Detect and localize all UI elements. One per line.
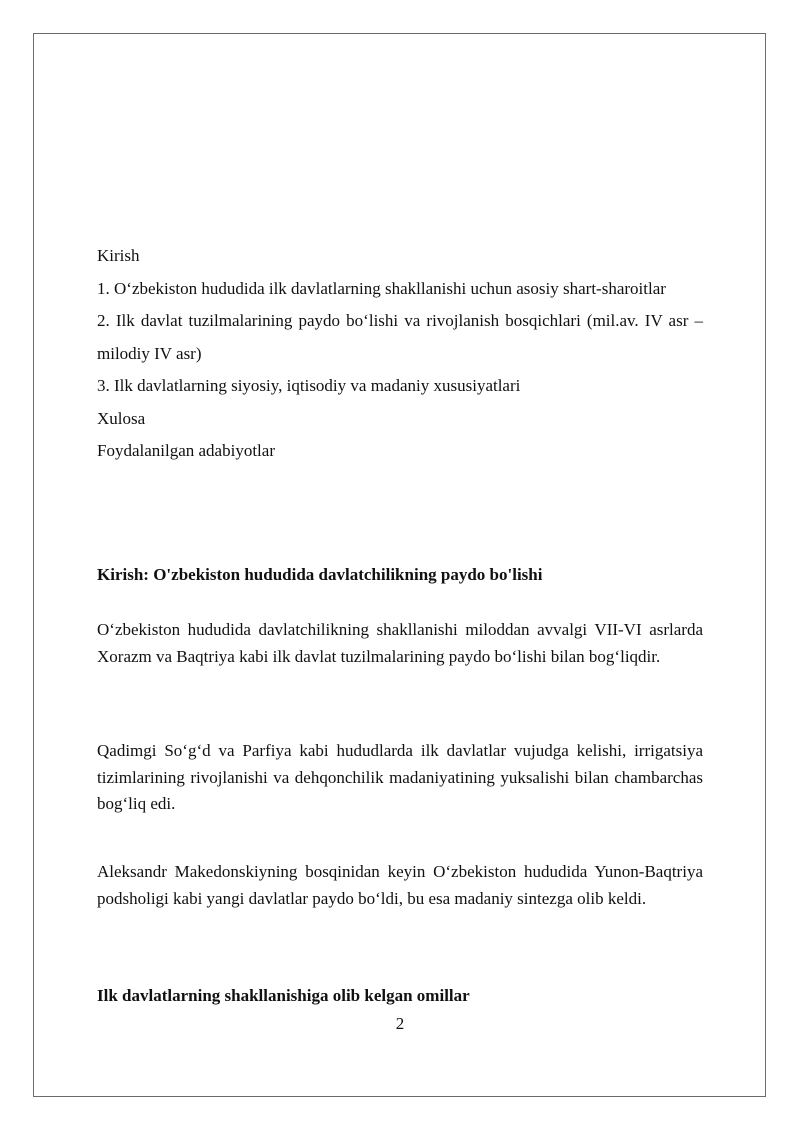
- paragraph: O‘zbekiston hududida davlatchilikning shakllanishi miloddan avvalgi VII-VI asrlarda Xorazm va Baqtriya kabi ilk davlat tuzilmalarining paydo bo‘lishi bilan bog‘liqdir.: [97, 620, 703, 666]
- paragraph: Aleksandr Makedonskiyning bosqinidan keyin O‘zbekiston hududida Yunon-Baqtriya podsholigi kabi yangi davlatlar paydo bo‘ldi, bu esa madaniy sintezga olib keldi.: [97, 862, 703, 908]
- toc-item-chapter-1: 1. O‘zbekiston hududida ilk davlatlarning shakllanishi uchun asosiy shart-sharoitlar: [97, 278, 666, 298]
- paragraph: Qadimgi So‘g‘d va Parfiya kabi hududlarda ilk davlatlar vujudga kelishi, irrigatsiya tizimlarining rivojlanishi va dehqonchilik madaniyatining yuksalishi bilan chambarchas bog‘liq edi.: [97, 741, 703, 813]
- table-of-contents: [97, 240, 703, 468]
- toc-item-bibliography: Foydalanilgan adabiyotlar: [97, 441, 275, 460]
- toc-item-introduction: Kirish: [97, 246, 140, 265]
- section-heading-introduction: Kirish: O'zbekiston hududida davlatchilikning paydo bo'lishi: [97, 565, 543, 584]
- toc-item-chapter-2: 2. Ilk davlat tuzilmalarining paydo bo‘lishi va rivojlanish bosqichlari (mil.av. IV asr – milodiy IV asr): [97, 311, 703, 363]
- section-heading-factors: Ilk davlatlarning shakllanishiga olib kelgan omillar: [97, 986, 470, 1005]
- toc-item-chapter-3: 3. Ilk davlatlarning siyosiy, iqtisodiy va madaniy xususiyatlari: [97, 376, 521, 395]
- page-number: 2: [395, 1014, 405, 1033]
- toc-item-conclusion: Xulosa: [97, 408, 146, 428]
